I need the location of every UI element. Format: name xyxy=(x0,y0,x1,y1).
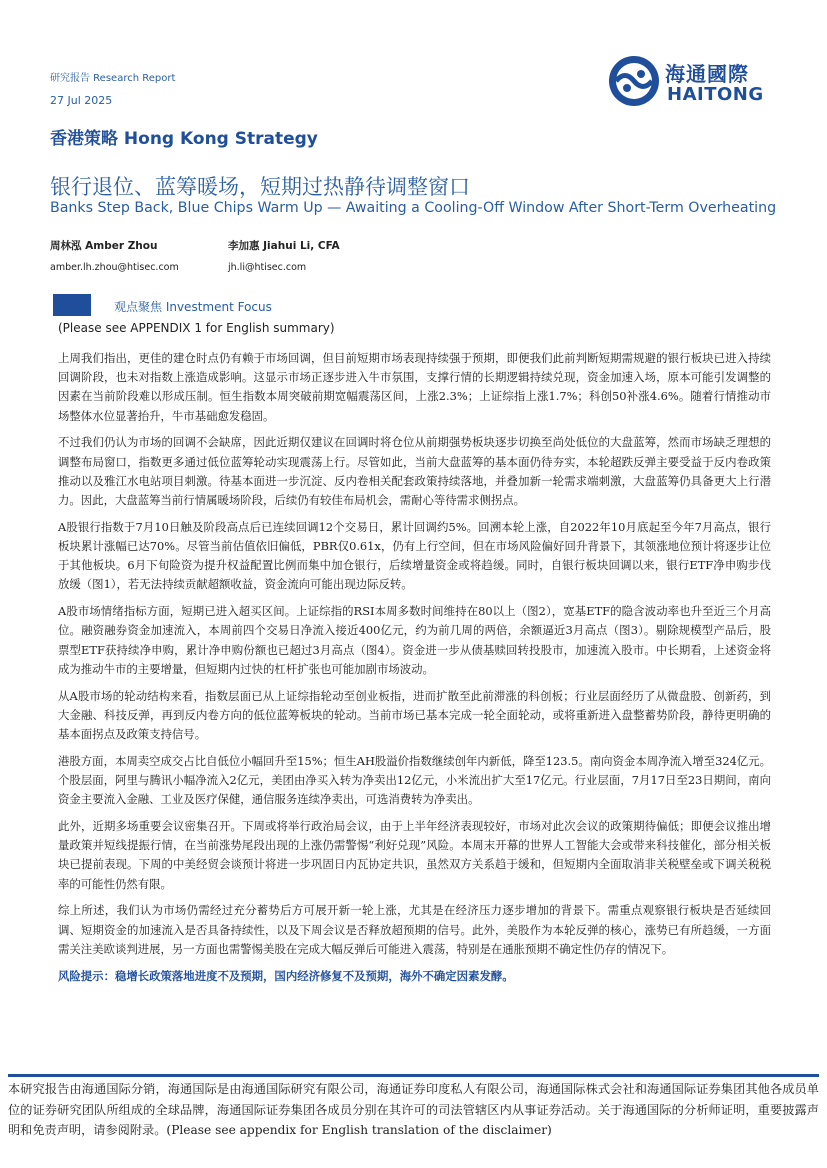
report-title-cn: 银行退位、蓝筹暖场，短期过热静待调整窗口 xyxy=(50,175,470,199)
report-date: 27 Jul 2025 xyxy=(50,94,113,107)
haitong-logo-icon xyxy=(607,54,661,108)
author-email[interactable]: amber.lh.zhou@htisec.com xyxy=(50,262,179,273)
section-title: 香港策略 Hong Kong Strategy xyxy=(50,129,318,149)
body-paragraph: A股银行指数于7月10日触及阶段高点后已连续回调12个交易日，累计回调约5%。回溯本轮上涨，自2022年10月底起至今年7月高点，银行板块累计涨幅已达70%。尽管当前估值依旧偏低，PBR仅0.61x，仍有上行空间，但在市场风险偏好回升背景下，其领涨地位预计将逐步让位于其他板块。6月下旬险资为提升权益配置比例而集中加仓银行，后续增量资金或将趋缓。同时，自银行板块回调以来，银行ETF净申购步伐放缓（图1），若无法持续贡献超额收益，资金流向可能出现边际反转。 xyxy=(58,519,771,592)
report-type: 研究报告 Research Report xyxy=(50,73,176,84)
logo-text-cn: 海通國際 xyxy=(665,62,749,86)
report-meta xyxy=(50,68,175,112)
logo-text-en: HAITONG xyxy=(667,84,764,105)
author-email[interactable]: jh.li@htisec.com xyxy=(228,262,307,273)
author-name: 周林泓 Amber Zhou xyxy=(50,240,158,252)
body-paragraph: 港股方面，本周卖空成交占比自低位小幅回升至15%；恒生AH股溢价指数继续创年内新低，降至123.5。南向资金本周净流入增至324亿元。个股层面，阿里与腾讯小幅净流入2亿元，美团由净买入转为净卖出12亿元，小米流出扩大至17亿元。行业层面，7月17日至23日期间，南向资金主要流入金融、工业及医疗保健，通信服务连续净卖出，可选消费转为净卖出。 xyxy=(58,753,771,807)
body-paragraph: 上周我们指出，更佳的建仓时点仍有赖于市场回调，但目前短期市场表现持续强于预期，即便我们此前判断短期需规避的银行板块已进入持续回调阶段，也未对指数上涨造成影响。这显示市场正逐步进入牛市氛围，支撑行情的长期逻辑持续兑现，资金加速入场，原本可能引发调整的因素在当前阶段难以形成压制。恒生指数本周突破前期宽幅震荡区间，上涨2.3%；上证综指上涨1.7%；科创50补涨4.6%。随着行情推动市场整体水位显著抬升，牛市基础愈发稳固。 xyxy=(58,351,771,423)
focus-marker xyxy=(53,294,91,316)
body-paragraph: 此外，近期多场重要会议密集召开。下周或将举行政治局会议，由于上半年经济表现较好，市场对此次会议的政策期待偏低；即便会议推出增量政策并短线提振行情，在当前涨势尾段出现的上涨仍需警惕“利好兑现”风险。本周末开幕的世界人工智能大会或带来科技催化，部分相关板块已提前表现。下周的中美经贸会谈预计将进一步巩固日内瓦协定共识，虽然双方关系趋于缓和，但短期内全面取消非关税壁垒或下调关税税率的可能性仍然有限。 xyxy=(58,819,771,891)
focus-label: 观点聚焦 Investment Focus xyxy=(114,300,272,314)
body-paragraph: 不过我们仍认为市场的回调不会缺席，因此近期仅建议在回调时将仓位从前期强势板块逐步切换至尚处低位的大盘蓝筹，然而市场缺乏理想的调整布局窗口，指数更多通过低位蓝筹轮动实现震荡上行。尽管如此，当前大盘蓝筹的基本面仍待夯实，本轮超跌反弹主要受益于反内卷政策推动以及雅江水电站项目刺激。待基本面进一步沉淀、反内卷相关配套政策持续落地，并叠加新一轮需求端刺激，大盘蓝筹仍具备更大上行潜力。因此，大盘蓝筹当前行情属暖场阶段，后续仍有较佳布局机会，需耐心等待需求侧拐点。 xyxy=(58,435,771,508)
footer-disclaimer: 本研究报告由海通国际分销，海通国际是由海通国际研究有限公司，海通证券印度私人有限公司，海通国际株式会社和海通国际证券集团其他各成员单位的证券研究团队所组成的全球品牌，海通国际证券集团各成员分别在其许可的司法管辖区内从事证券活动。关于海通国际的分析师证明，重要披露声明和免责声明，请参阅附录。(Please see appendix for English translation of the disclaimer) xyxy=(8,1082,819,1137)
report-title-en: Banks Step Back, Blue Chips Warm Up — Awaiting a Cooling-Off Window After Short-Term Overheating xyxy=(50,200,777,216)
body-paragraph: A股市场情绪指标方面，短期已进入超买区间。上证综指的RSI本周多数时间维持在80以上（图2），宽基ETF的隐含波动率也升至近三个月高位。融资融券资金加速流入，本周前四个交易日净流入接近400亿元，约为前几周的两倍，余额逼近3月高点（图3）。剔除规模型产品后，股票型ETF获持续净申购，累计净申购份额也已超过3月高点（图4）。资金进一步从债基赎回转投股市，加速流入股市。中长期看，上述资金将成为推动牛市的主要增量，但短期内过快的杠杆扩张也可能加剧市场波动。 xyxy=(58,604,771,676)
risk-warning: 风险提示：稳增长政策落地进度不及预期，国内经济修复不及预期，海外不确定因素发酵。 xyxy=(58,968,514,983)
body-paragraph: 从A股市场的轮动结构来看，指数层面已从上证综指轮动至创业板指，进而扩散至此前滞涨的科创板；行业层面经历了从微盘股、创新药，到大金融、科技反弹，再到反内卷方向的低位蓝筹板块的轮动。当前市场已基本完成一轮全面轮动，或将重新进入盘整蓄势阶段，静待更明确的基本面拐点及政策支持信号。 xyxy=(58,688,771,742)
appendix-note: (Please see APPENDIX 1 for English summary) xyxy=(58,321,335,335)
body-paragraph: 综上所述，我们认为市场仍需经过充分蓄势后方可展开新一轮上涨，尤其是在经济压力逐步增加的背景下。需重点观察银行板块是否延续回调、短期资金的加速流入是否具备持续性，以及下周会议是否释放超预期的信号。此外，美股作为本轮反弹的核心，涨势已有所趋缓，一方面需关注美欧谈判进展，另一方面也需警惕美股在完成大幅反弹后可能进入震荡，特别是在通胀预期不确定性仍存的情况下。 xyxy=(58,903,771,956)
report-body xyxy=(58,349,771,993)
haitong-logo xyxy=(607,54,772,106)
author-name: 李加惠 Jiahui Li, CFA xyxy=(228,240,340,252)
footer-divider xyxy=(8,1074,819,1077)
